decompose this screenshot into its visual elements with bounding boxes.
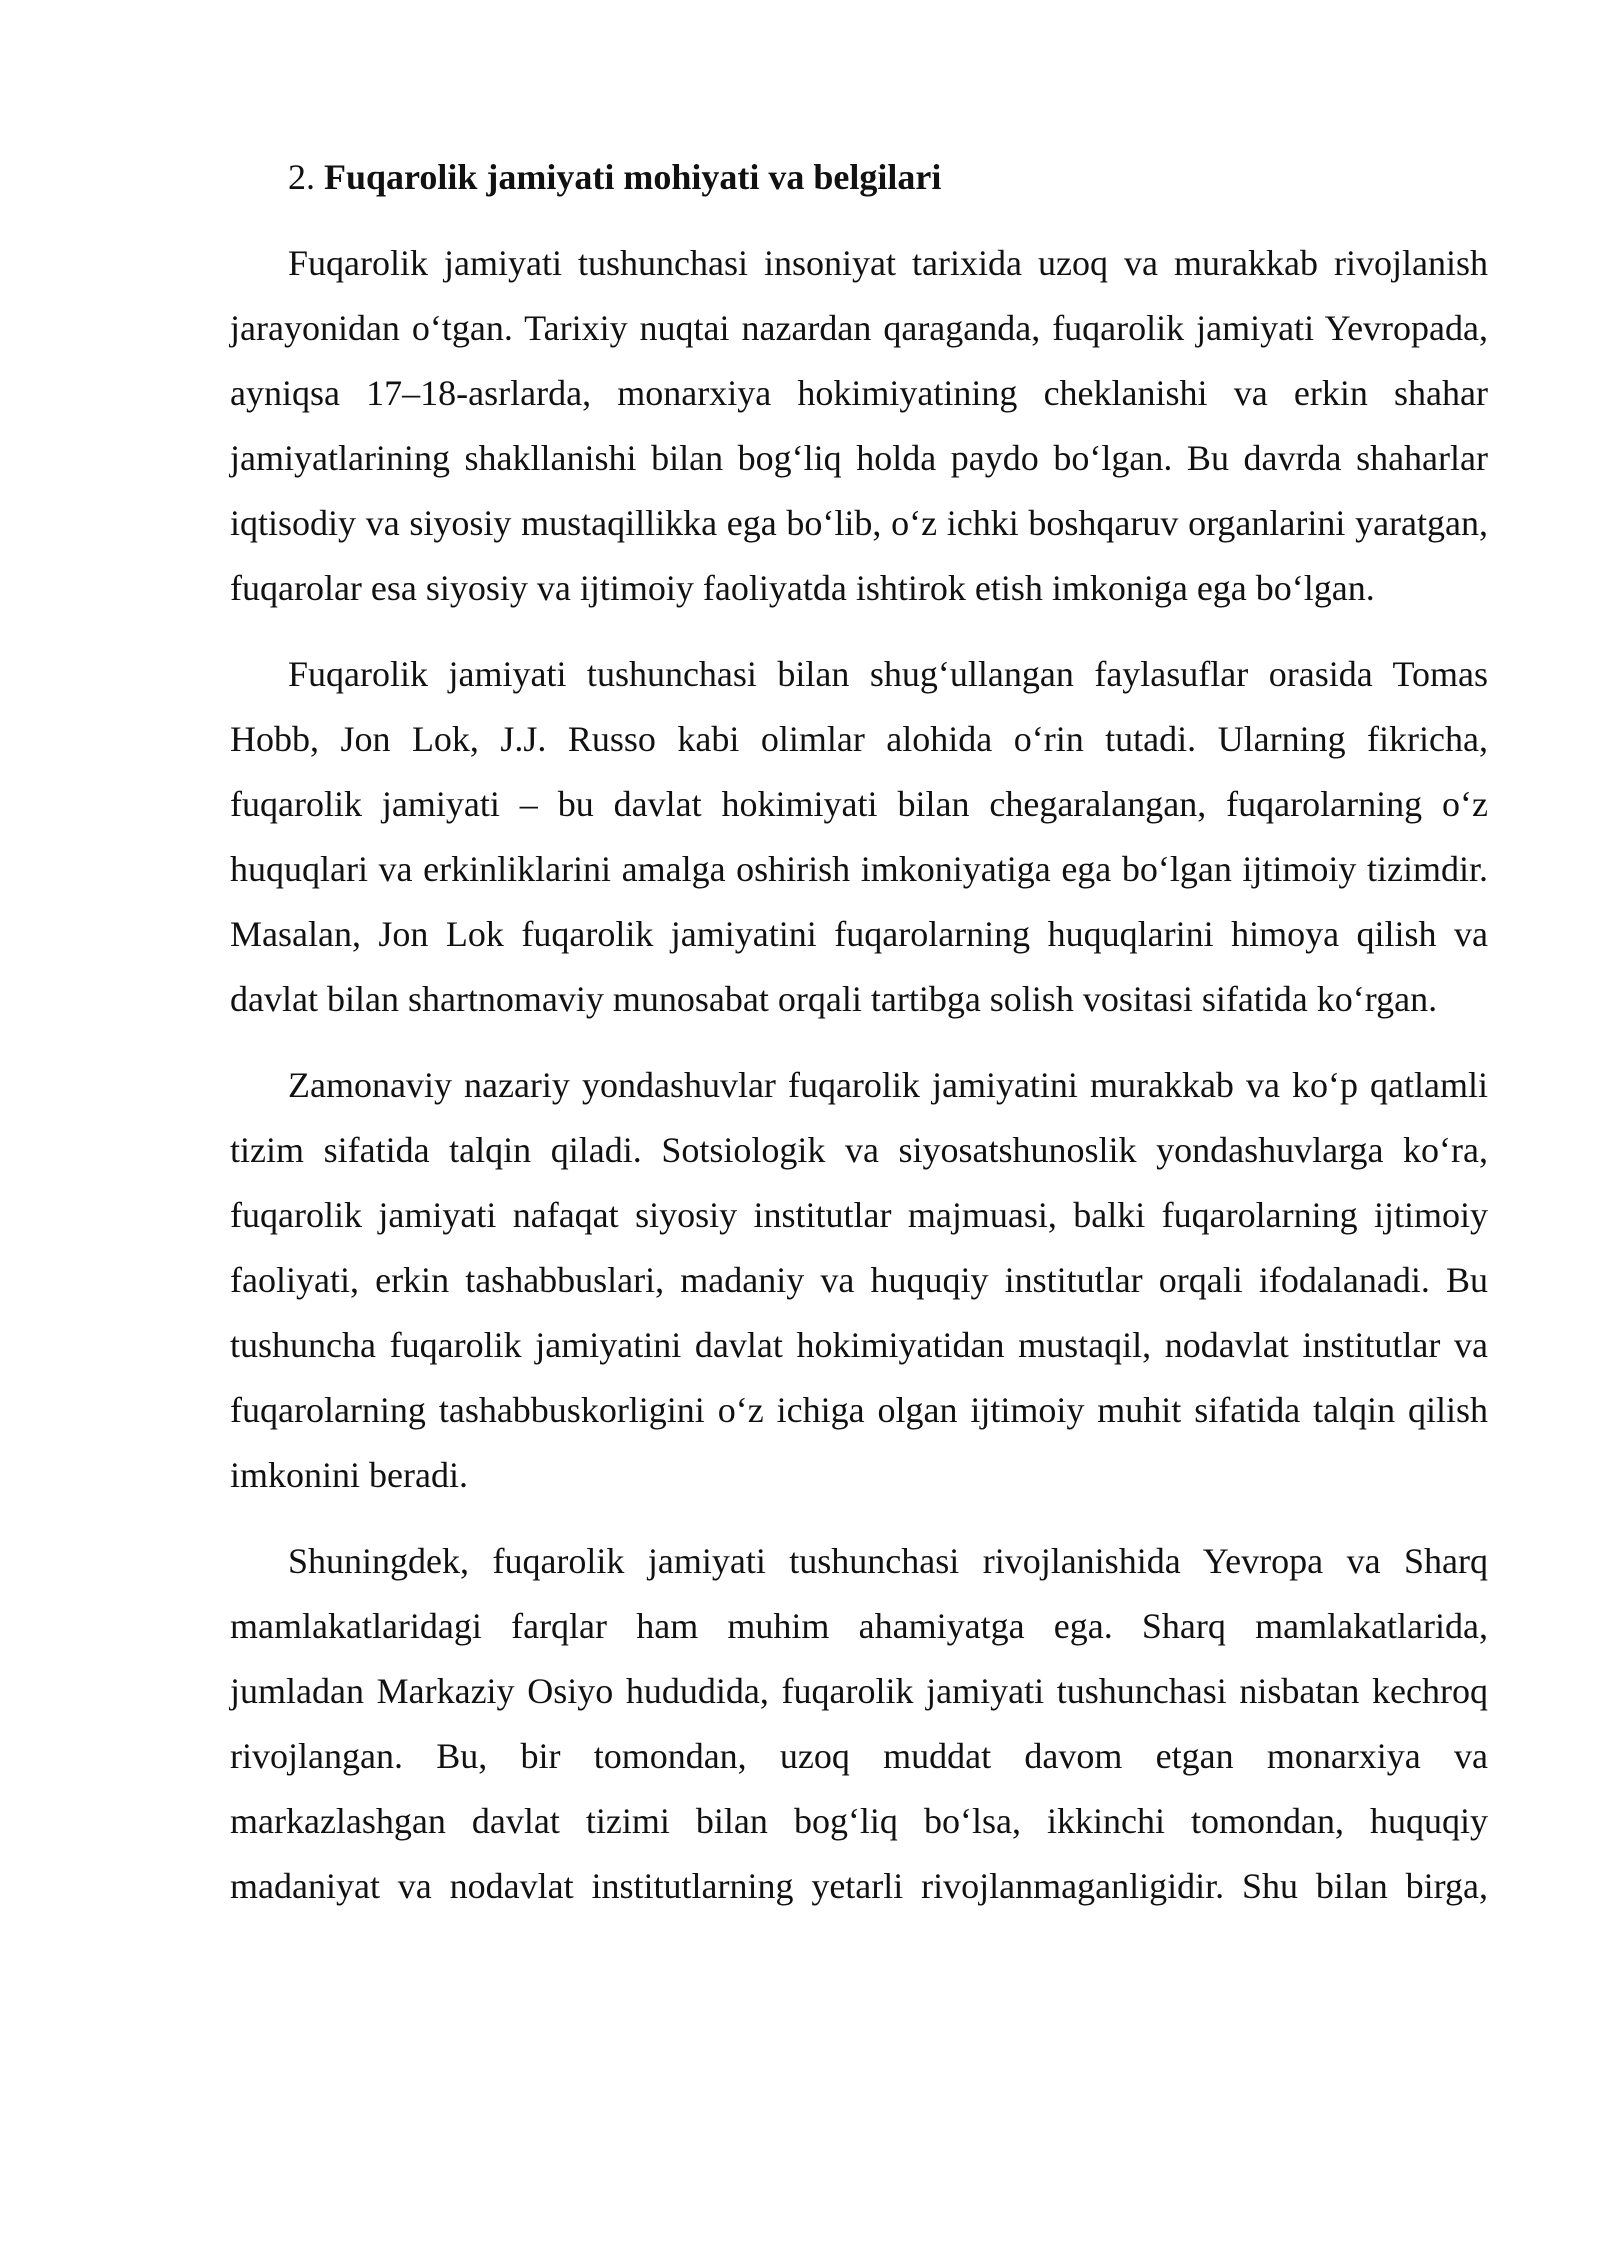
paragraph-modern-approaches: Zamonaviy nazariy yondashuvlar fuqarolik jamiyatini murakkab va ko‘p qatlamli tizim sifatida talqin qiladi. Sotsiologik va siyosatshunoslik yondashuvlarga ko‘ra, fuqarolik jamiyati nafaqat siyosiy institutlar majmuasi, balki fuqarolarning ijtimoiy faoliyati, erkin tashabbuslari, madaniy va huquqiy institutlar orqali ifodalanadi. Bu tushuncha fuqarolik jamiyatini davlat hokimiyatidan mustaqil, nodavlat institutlar va fuqarolarning tashabbuskorligini o‘z ichiga olgan ijtimoiy muhit sifatida talqin qilish imkonini beradi. — [230, 1065, 1488, 1495]
paragraph-history: Fuqarolik jamiyati tushunchasi insoniyat tarixida uzoq va murakkab rivojlanish jarayonidan o‘tgan. Tarixiy nuqtai nazardan qaraganda, fuqarolik jamiyati Yevropada, ayniqsa 17–18-asrlarda, monarxiya hokimiyatining cheklanishi va erkin shahar jamiyatlarining shakllanishi bilan bog‘liq holda paydo bo‘lgan. Bu davrda shaharlar iqtisodiy va siyosiy mustaqillikka ega bo‘lib, o‘z ichki boshqaruv organlarini yaratgan, fuqarolar esa siyosiy va ijtimoiy faoliyatda ishtirok etish imkoniga ega bo‘lgan. — [230, 243, 1488, 608]
section-number: 2. — [288, 157, 315, 197]
paragraph-philosophers: Fuqarolik jamiyati tushunchasi bilan shug‘ullangan faylasuflar orasida Tomas Hobb, Jon Lok, J.J. Russo kabi olimlar alohida o‘rin tutadi. Ularning fikricha, fuqarolik jamiyati – bu davlat hokimiyati bilan chegaralangan, fuqarolarning o‘z huquqlari va erkinliklarini amalga oshirish imkoniyatiga ega bo‘lgan ijtimoiy tizimdir. Masalan, Jon Lok fuqarolik jamiyatini fuqarolarning huquqlarini himoya qilish va davlat bilan shartnomaviy munosabat orqali tartibga solish vositasi sifatida ko‘rgan. — [230, 654, 1488, 1019]
document-page — [230, 145, 1488, 1940]
section-title: Fuqarolik jamiyati mohiyati va belgilari — [324, 157, 942, 197]
paragraph-east-west: Shuningdek, fuqarolik jamiyati tushunchasi rivojlanishida Yevropa va Sharq mamlakatlaridagi farqlar ham muhim ahamiyatga ega. Sharq mamlakatlarida, jumladan Markaziy Osiyo hududida, fuqarolik jamiyati tushunchasi nisbatan kechroq rivojlangan. Bu, bir tomondan, uzoq muddat davom etgan monarxiya va markazlashgan davlat tizimi bilan bog‘liq bo‘lsa, ikkinchi tomondan, huquqiy madaniyat va nodavlat institutlarning yetarli rivojlanmaganligidir. Shu bilan birga, — [230, 1541, 1488, 1906]
section-heading — [230, 145, 1488, 210]
